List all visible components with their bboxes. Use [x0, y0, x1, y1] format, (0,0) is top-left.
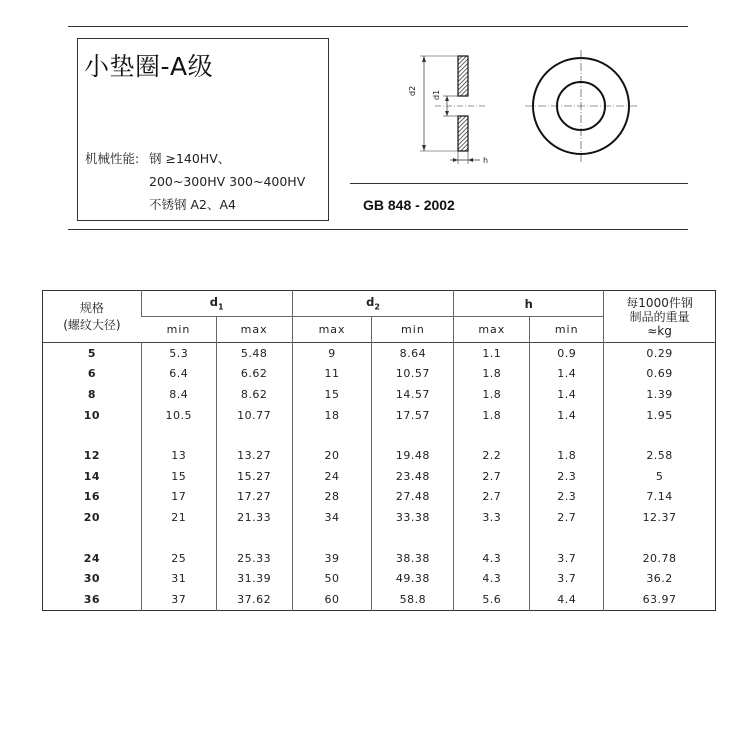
h-max-cell: 2.2: [454, 445, 530, 466]
d2-max-cell: 60: [292, 589, 372, 610]
size-cell: 8: [87, 387, 96, 401]
h-max-cell: 1.1: [454, 343, 530, 364]
weight-cell: 1.39: [604, 384, 716, 405]
table-row: [43, 568, 716, 589]
mechanical-label: 机械性能:: [85, 151, 140, 166]
size-cell: 16: [83, 490, 101, 504]
d2-max-cell: 15: [292, 384, 372, 405]
d2-min-cell: 14.57: [372, 384, 454, 405]
d1-max-cell: 6.62: [216, 364, 292, 385]
weight-cell: 5: [604, 466, 716, 487]
h-max-cell: 2.7: [454, 487, 530, 508]
d1-min-cell: 15: [141, 466, 216, 487]
h-min-cell: 1.4: [530, 384, 604, 405]
d2-min-cell: 8.64: [372, 343, 454, 364]
bottom-rule: [68, 229, 688, 230]
d1-max-cell: 17.27: [216, 487, 292, 508]
mechanical-line-1: 钢 ≥140HV、: [149, 151, 231, 166]
d1-min-cell: 25: [141, 548, 216, 569]
d1-min-cell: 13: [141, 445, 216, 466]
weight-cell: 20.78: [604, 548, 716, 569]
d1-max-cell: 8.62: [216, 384, 292, 405]
h-header: h: [454, 291, 604, 317]
d2-min-cell: 17.57: [372, 405, 454, 426]
d1-header: $d_1$: [141, 291, 292, 317]
h-min-cell: 2.7: [530, 507, 604, 528]
weight-cell: 0.29: [604, 343, 716, 364]
d2-max-cell: 11: [292, 364, 372, 385]
h-min-cell: 2.3: [530, 466, 604, 487]
h-max-cell: 2.7: [454, 466, 530, 487]
weight-cell: 1.95: [604, 405, 716, 426]
weight-cell: 63.97: [604, 589, 716, 610]
size-cell: 36: [83, 592, 101, 606]
washer-drawing: [395, 38, 645, 173]
size-cell: 14: [83, 469, 101, 483]
h-max-cell: 3.3: [454, 507, 530, 528]
table-row: [43, 589, 716, 610]
d2-label: d2: [408, 85, 417, 96]
weight-cell: 36.2: [604, 568, 716, 589]
size-cell: 12: [83, 449, 101, 463]
washer-section-view: [408, 56, 488, 165]
table-row: [43, 466, 716, 487]
table-row: [43, 384, 716, 405]
table-row: [43, 364, 716, 385]
d1-label: d1: [432, 89, 441, 100]
table-row: [43, 343, 716, 364]
washer-front-view: [525, 50, 637, 162]
spec-table: [42, 290, 716, 611]
h-min-cell: 0.9: [530, 343, 604, 364]
size-cell: 5: [87, 346, 96, 360]
h-max-cell: 1.8: [454, 384, 530, 405]
d2-max-cell: 20: [292, 445, 372, 466]
mechanical-line-2: 200~300HV 300~400HV: [149, 174, 306, 189]
standard-rule: [350, 183, 688, 184]
weight-cell: 2.58: [604, 445, 716, 466]
h-min-cell: 1.8: [530, 445, 604, 466]
top-rule: [68, 26, 688, 27]
spec-header: 规格 (螺纹大径): [63, 300, 121, 332]
weight-header: 每1000件钢 制品的重量 ≈kg: [604, 291, 716, 343]
d1-min-cell: 37: [141, 589, 216, 610]
d2-min-cell: 27.48: [372, 487, 454, 508]
d2-max-cell: 18: [292, 405, 372, 426]
table-row: [43, 445, 716, 466]
h-min-cell: 2.3: [530, 487, 604, 508]
d1-min-cell: 31: [141, 568, 216, 589]
d2-min-cell: 10.57: [372, 364, 454, 385]
d1-min-cell: 10.5: [141, 405, 216, 426]
d2-min-cell: 38.38: [372, 548, 454, 569]
d1-min-cell: 8.4: [141, 384, 216, 405]
standard-number: GB 848 - 2002: [363, 197, 455, 213]
h-max-cell: 1.8: [454, 405, 530, 426]
size-cell: 10: [83, 408, 101, 422]
size-cell: 6: [87, 367, 96, 381]
d1-max-cell: 13.27: [216, 445, 292, 466]
h-min-cell: 1.4: [530, 405, 604, 426]
h-max-cell: 4.3: [454, 568, 530, 589]
d1-max-cell: 21.33: [216, 507, 292, 528]
weight-cell: 0.69: [604, 364, 716, 385]
d1-max-header: max: [216, 317, 292, 343]
h-max-cell: 4.3: [454, 548, 530, 569]
h-max-cell: 1.8: [454, 364, 530, 385]
title-box: [77, 38, 329, 221]
table-row: [43, 548, 716, 569]
weight-cell: 12.37: [604, 507, 716, 528]
h-min-header: min: [530, 317, 604, 343]
d2-max-cell: 34: [292, 507, 372, 528]
mechanical-line-3: 不锈钢 A2、A4: [149, 197, 236, 212]
size-cell: 20: [83, 510, 101, 524]
d2-min-header: min: [372, 317, 454, 343]
h-max-cell: 5.6: [454, 589, 530, 610]
h-min-cell: 3.7: [530, 548, 604, 569]
d1-min-cell: 17: [141, 487, 216, 508]
h-label: h: [483, 156, 489, 165]
size-cell: 24: [83, 551, 101, 565]
d2-max-cell: 24: [292, 466, 372, 487]
d2-min-cell: 33.38: [372, 507, 454, 528]
d1-min-cell: 21: [141, 507, 216, 528]
d2-max-cell: 39: [292, 548, 372, 569]
h-min-cell: 1.4: [530, 364, 604, 385]
d1-max-cell: 10.77: [216, 405, 292, 426]
d2-max-cell: 9: [292, 343, 372, 364]
d1-max-cell: 37.62: [216, 589, 292, 610]
d2-min-cell: 19.48: [372, 445, 454, 466]
mechanical-properties: [85, 147, 305, 216]
d1-min-cell: 6.4: [141, 364, 216, 385]
d2-min-cell: 49.38: [372, 568, 454, 589]
d1-min-header: min: [141, 317, 216, 343]
d1-max-cell: 31.39: [216, 568, 292, 589]
table-row: [43, 507, 716, 528]
size-cell: 30: [83, 572, 101, 586]
weight-cell: 7.14: [604, 487, 716, 508]
group-spacer: [43, 425, 716, 445]
h-max-header: max: [454, 317, 530, 343]
d2-min-cell: 23.48: [372, 466, 454, 487]
group-spacer: [43, 528, 716, 548]
h-min-cell: 4.4: [530, 589, 604, 610]
table-row: [43, 487, 716, 508]
d2-max-header: max: [292, 317, 372, 343]
d2-min-cell: 58.8: [372, 589, 454, 610]
d2-max-cell: 50: [292, 568, 372, 589]
h-min-cell: 3.7: [530, 568, 604, 589]
d1-max-cell: 15.27: [216, 466, 292, 487]
d1-max-cell: 25.33: [216, 548, 292, 569]
d2-header: $d_2$: [292, 291, 454, 317]
page-title: 小垫圈-A级: [84, 52, 214, 81]
table-row: [43, 405, 716, 426]
d2-max-cell: 28: [292, 487, 372, 508]
d1-min-cell: 5.3: [141, 343, 216, 364]
d1-max-cell: 5.48: [216, 343, 292, 364]
